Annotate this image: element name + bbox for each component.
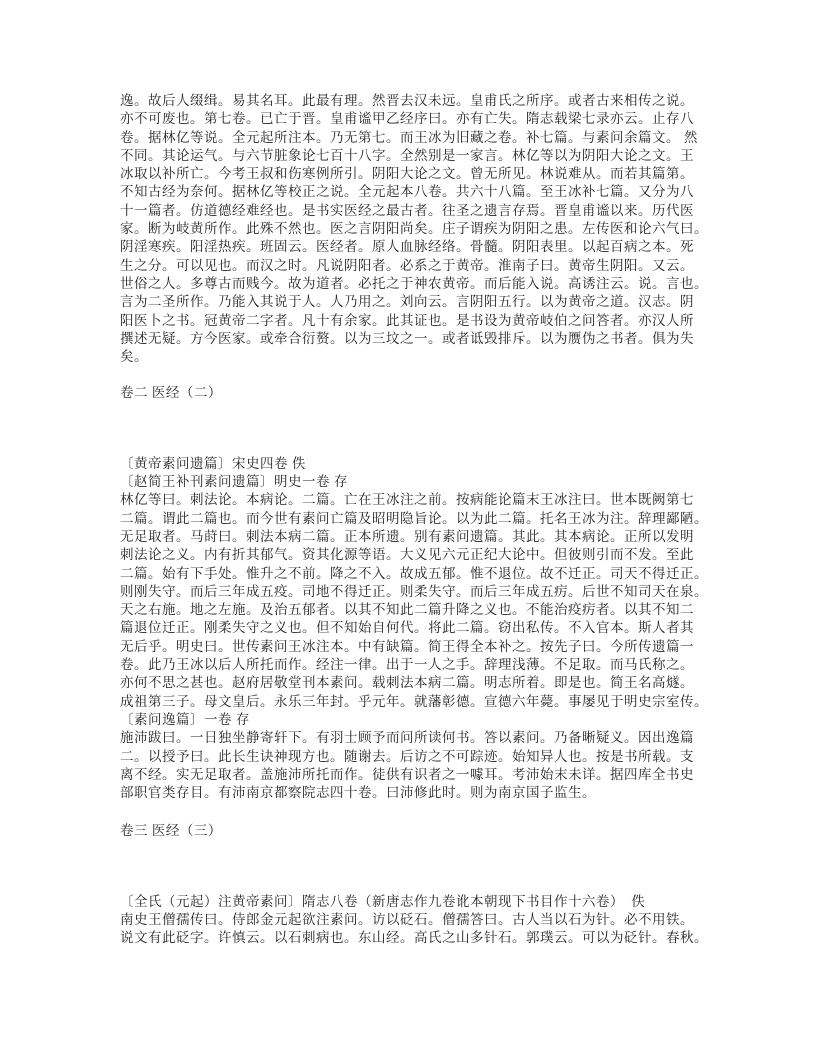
text-line: 不同。其论运气。与六节脏象论七百十八字。全然别是一家言。林亿等以为阴阳大论之文。王 (120, 147, 694, 163)
text-line: 家。断为岐黄所作。此殊不然也。医之言阴阳尚矣。庄子谓疾为阴阳之患。左传医和论六气曰。 (120, 221, 708, 237)
entry-title-lines (120, 711, 706, 729)
entry-quanshi-zhu-huangdi-suwen (120, 893, 706, 948)
text-line: 十一篇者。仿道德经难经也。是书实医经之最古者。往圣之遗言存焉。晋皇甫谧以来。历代医 (120, 202, 694, 218)
text-line: 生之分。可以见也。而汉之时。凡说阴阳者。必系之于黄帝。淮南子曰。黄帝生阴阳。又云。 (120, 257, 694, 273)
text-line: 世俗之人。多尊古而贱今。故为道者。必托之于神农黄帝。而后能入说。高诱注云。说。言也。 (120, 275, 708, 291)
text-line: 〔素问逸篇〕一卷 存 (120, 711, 250, 727)
section-heading-juan3: 卷三 医经（三） (120, 823, 222, 839)
text-line: 无足取者。马莳曰。刺法本病二篇。正本所遗。别有素问遗篇。其此。其本病论。正所以发明 (120, 528, 694, 544)
continuation-paragraph (120, 92, 706, 366)
entry-body (120, 911, 706, 948)
text-line: 施沛跋曰。一日独坐静寄轩下。有羽士顾予而问所读何书。答以素问。乃备晰疑义。因出逸篇 (120, 730, 694, 746)
text-line: 天之右施。地之左施。及治五郁者。以其不知此二篇升降之义也。不能治疫疠者。以其不知二 (120, 602, 694, 618)
text-line: 二。以授予曰。此长生诀神现方也。随谢去。后访之不可踪迹。始知异人也。按是书所载。支 (120, 748, 694, 764)
text-line: 林亿等曰。刺法论。本病论。二篇。亡在王冰注之前。按病能论篇末王冰注曰。世本既阙第七 (120, 492, 694, 508)
text-line: 逸。故后人缀缉。易其名耳。此最有理。然晋去汉未远。皇甫氏之所序。或者古来相传之说。 (120, 93, 694, 108)
entry-suwen-yipian-one-juan (120, 711, 706, 802)
text-block (120, 92, 706, 948)
text-line: 亦不可废也。第七卷。已亡于晋。皇甫谧甲乙经序曰。亦有亡失。隋志载梁七录亦云。止存八 (120, 111, 694, 127)
text-line: 矣。 (120, 349, 148, 365)
text-line: 撰述无疑。方今医家。或牵合衍赘。以为三坟之一。或者诋毁排斥。以为赝伪之书者。俱为失 (120, 330, 694, 346)
text-line: 阳医卜之书。冠黄帝二字者。凡十有余家。此其证也。是书设为黄帝岐伯之问答者。亦汉人所 (120, 312, 694, 328)
text-line: 卷。此乃王冰以后人所托而作。经注一律。出于一人之手。辞理浅薄。不足取。而马氏称之。 (120, 657, 694, 673)
text-line: 部职官类存目。有沛南京都察院志四十卷。曰沛修此时。则为南京国子监生。 (120, 785, 596, 801)
entry-title-lines (120, 455, 706, 492)
text-line: 亦何不思之甚也。赵府居敬堂刊本素问。载刺法本病二篇。明志所着。即是也。简王名高燧。 (120, 675, 694, 691)
text-line: 阴淫寒疾。阳淫热疾。班固云。医经者。原人血脉经络。骨髓。阴阳表里。以起百病之本。死 (120, 239, 694, 255)
text-line: 刺法论之义。内有折其郁气。资其化源等语。大义见六元正纪大论中。但彼则引而不发。至此 (120, 547, 694, 563)
entry-body (120, 491, 706, 711)
text-line: 说文有此砭字。许慎云。以石刺病也。东山经。高氏之山多针石。郭璞云。可以为砭针。春秋。 (120, 930, 708, 946)
text-line: 冰取以补所亡。今考王叔和伤寒例所引。阴阳大论之文。曾无所见。林说难从。而若其篇第。 (120, 166, 694, 182)
text-line: 则刚失守。而后三年成五疫。司地不得迁正。则柔失守。而后三年成五疠。后世不知司天在泉。 (120, 583, 708, 599)
text-line: 南史王僧孺传曰。侍郎金元起欲注素问。访以砭石。僧孺答曰。古人当以石为针。必不用铁。 (120, 911, 694, 927)
entry-title-lines (120, 893, 706, 911)
text-line: 〔全氏（元起）注黄帝素问〕隋志八卷（新唐志作九卷讹本朝现下书目作十六卷） 佚 (120, 893, 646, 909)
text-line: 离不经。实无足取者。盖施沛所托而作。徒供有识者之一噱耳。考沛始末未详。据四库全书史 (120, 766, 694, 782)
text-line: 卷。据林亿等说。全元起所注本。乃无第七。而王冰为旧藏之卷。补七篇。与素问余篇文。 然 (120, 129, 698, 145)
text-line: 二篇。谓此二篇也。而今世有素问亡篇及昭明隐旨论。以为此二篇。托名王冰为注。辞理鄙陋。 (120, 510, 708, 526)
text-line: 〔赵简王补刊素问遗篇〕明史一卷 存 (120, 474, 348, 490)
section-heading-juan2: 卷二 医经（二） (120, 385, 222, 401)
text-line: 篇退位迁正。刚柔失守之义也。但不知始自何代。将此二篇。窃出私传。不入官本。斯人者其 (120, 620, 694, 636)
text-line: 〔黄帝素问遗篇〕宋史四卷 佚 (120, 455, 306, 471)
text-line: 成祖第三子。母文皇后。永乐三年封。乎元年。就藩彰德。宣德六年薨。事屡见于明史宗室传。 (120, 693, 708, 709)
text-line: 不知古经为奈何。据林亿等校正之说。全元起本八卷。共六十八篇。至王冰补七篇。又分为八 (120, 184, 694, 200)
entry-body (120, 729, 706, 802)
text-line: 言为二圣所作。乃能入其说于人。人乃用之。刘向云。言阴阳五行。以为黄帝之道。汉志。阴 (120, 294, 694, 310)
text-line: 二篇。始有下手处。惟升之不前。降之不入。故成五郁。惟不退位。故不迁正。司天不得迁正。 (120, 565, 708, 581)
entry-huangdi-suwen-yipian (120, 455, 706, 711)
text-line: 无后乎。明史曰。世传素问王冰注本。中有缺篇。简王得全本补之。按先子曰。今所传遗篇一 (120, 638, 694, 654)
